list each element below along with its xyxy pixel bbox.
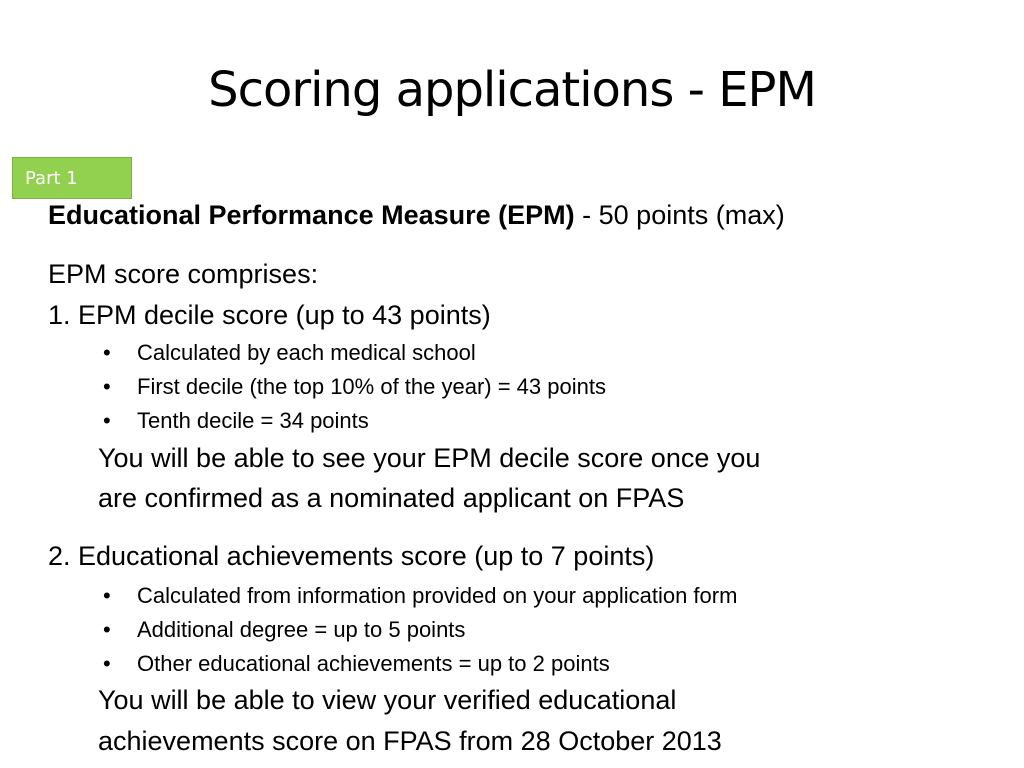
bullet-icon: •: [103, 583, 111, 608]
section1-bullet-2: First decile (the top 10% of the year) = 43 points: [137, 374, 606, 399]
section1-bullet-3: Tenth decile = 34 points: [137, 408, 369, 433]
section2-bullet-2: Additional degree = up to 5 points: [137, 617, 466, 642]
intro-text: EPM score comprises:: [48, 259, 319, 289]
bullet-icon: •: [103, 617, 111, 642]
section2-note-line1: You will be able to view your verified educational: [98, 685, 677, 715]
section1-bullet-1: Calculated by each medical school: [137, 340, 476, 365]
epm-heading: [48, 200, 785, 231]
bullet-icon: •: [103, 651, 111, 676]
section2-bullet-3: Other educational achievements = up to 2 points: [137, 651, 610, 676]
section1-title: 1. EPM decile score (up to 43 points): [48, 300, 491, 330]
part-badge: Part 1: [12, 157, 132, 199]
section2-title: 2. Educational achievements score (up to 7 points): [48, 541, 655, 571]
bullet-icon: •: [103, 408, 111, 433]
bullet-icon: •: [103, 340, 111, 365]
section2-bullet-1: Calculated from information provided on your application form: [137, 583, 738, 608]
epm-heading-bold: Educational Performance Measure (EPM): [48, 200, 575, 230]
bullet-icon: •: [103, 374, 111, 399]
section1-note-line1: You will be able to see your EPM decile score once you: [98, 443, 761, 473]
section1-note-line2: are confirmed as a nominated applicant on FPAS: [98, 483, 685, 513]
section2-note-line2: achievements score on FPAS from 28 October 2013: [98, 726, 722, 756]
slide-title: Scoring applications - EPM: [208, 62, 816, 118]
epm-heading-rest: - 50 points (max): [574, 200, 785, 230]
